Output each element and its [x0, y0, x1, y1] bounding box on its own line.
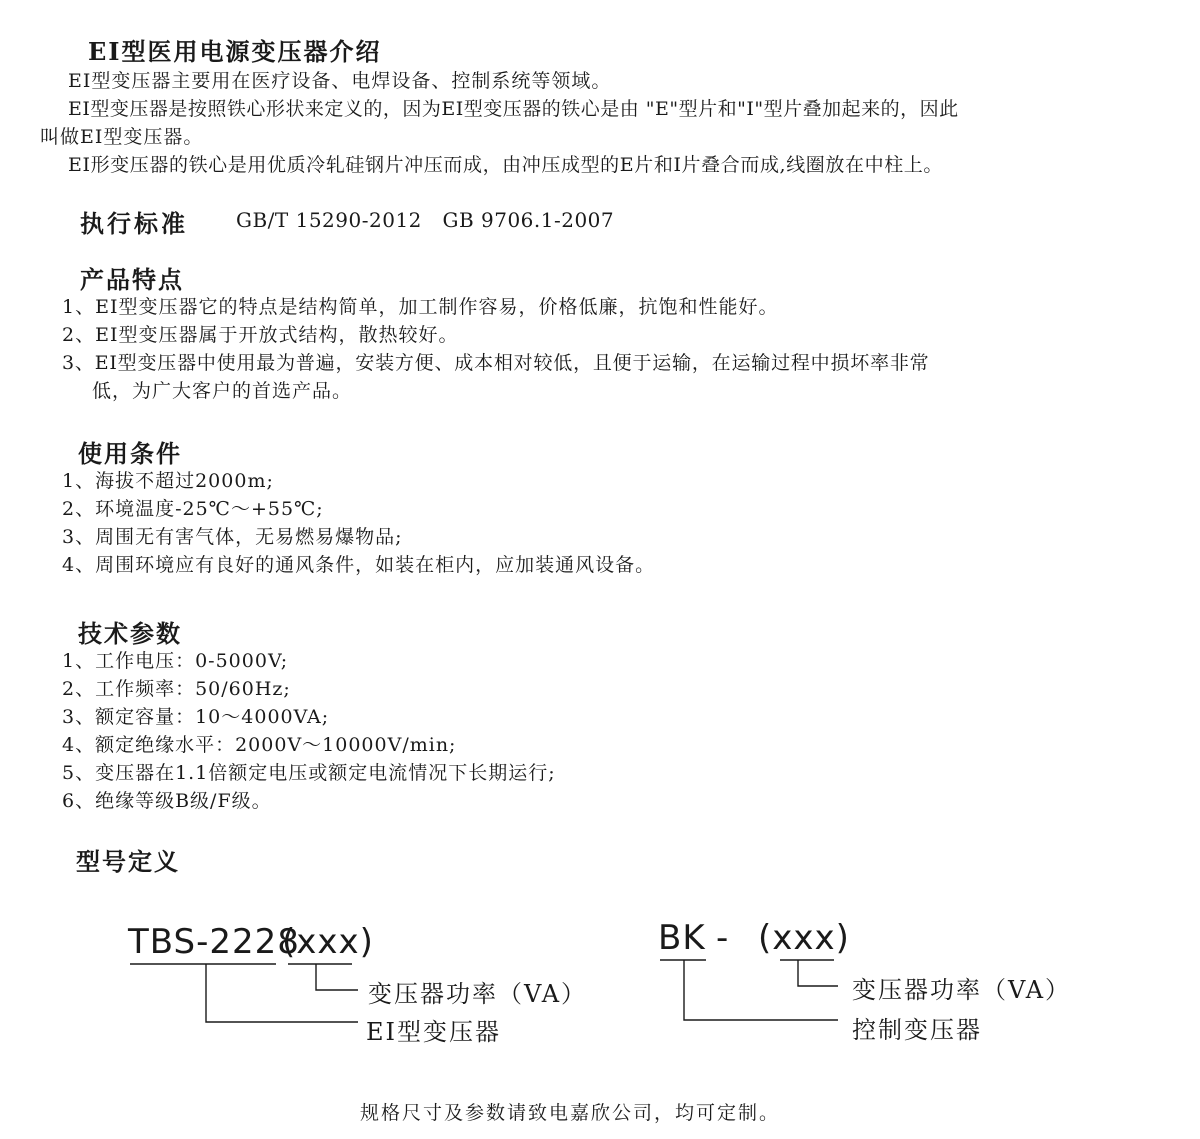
connector-left-type — [206, 964, 358, 1022]
parameter-item-4: 4、额定绝缘水平：2000V～10000V/min; — [62, 734, 457, 756]
feature-item-3: 3、EI型变压器中使用最为普遍，安装方便、成本相对较低，且便于运输，在运输过程中损坏率非常 — [62, 352, 930, 374]
condition-item-3: 3、周围无有害气体，无易燃易爆物品; — [62, 526, 403, 548]
conditions-title: 使用条件 — [78, 439, 182, 468]
parameter-item-3: 3、额定容量：10～4000VA; — [62, 706, 330, 728]
parameter-item-1: 1、工作电压：0-5000V; — [62, 650, 289, 672]
connector-right-type — [684, 960, 838, 1020]
parameter-item-2: 2、工作频率：50/60Hz; — [62, 678, 291, 700]
feature-item-1: 1、EI型变压器它的特点是结构简单，加工制作容易，价格低廉，抗饱和性能好。 — [62, 296, 779, 318]
model-code-bk-suffix: (xxx) — [758, 918, 850, 958]
condition-item-4: 4、周围环境应有良好的通风条件，如装在柜内，应加装通风设备。 — [62, 554, 656, 576]
features-title: 产品特点 — [80, 265, 184, 294]
model-left-power-label: 变压器功率（VA） — [368, 980, 588, 1008]
feature-item-2: 2、EI型变压器属于开放式结构，散热较好。 — [62, 324, 459, 346]
model-title: 型号定义 — [76, 847, 180, 876]
intro-paragraph-2-line-2: 叫做EI型变压器。 — [40, 126, 204, 148]
parameter-item-6: 6、绝缘等级B级/F级。 — [62, 790, 272, 812]
model-right-power-label: 变压器功率（VA） — [852, 976, 1072, 1004]
condition-item-2: 2、环境温度-25℃～+55℃; — [62, 498, 324, 520]
connector-right-power — [798, 960, 838, 986]
model-code-tbs: TBS-2228 — [128, 922, 300, 962]
model-left-type-label: EI型变压器 — [366, 1018, 501, 1046]
parameter-item-5: 5、变压器在1.1倍额定电压或额定电流情况下长期运行; — [62, 762, 556, 784]
intro-paragraph-2-line-1: EI型变压器是按照铁心形状来定义的，因为EI型变压器的铁心是由 "E"型片和"I"型片叠加起来的，因此 — [68, 98, 959, 120]
footer-note: 规格尺寸及参数请致电嘉欣公司，均可定制。 — [360, 1102, 781, 1124]
intro-paragraph-3: EI形变压器的铁心是用优质冷轧硅钢片冲压而成，由冲压成型的E片和I片叠合而成,线圈放在中柱上。 — [68, 154, 943, 176]
model-code-tbs-suffix: (xxx) — [282, 922, 374, 962]
intro-paragraph-1: EI型变压器主要用在医疗设备、电焊设备、控制系统等领域。 — [68, 70, 612, 92]
model-right-type-label: 控制变压器 — [852, 1016, 982, 1044]
model-code-bk: BK — [658, 918, 706, 958]
feature-item-3-continued: 低，为广大客户的首选产品。 — [92, 380, 353, 402]
model-code-bk-dash: - — [716, 918, 730, 958]
parameters-title: 技术参数 — [78, 619, 182, 648]
standard-values: GB/T 15290-2012 GB 9706.1-2007 — [236, 208, 615, 232]
standard-label: 执行标准 — [80, 209, 188, 238]
condition-item-1: 1、海拔不超过2000m; — [62, 470, 274, 492]
intro-title: EI型医用电源变压器介绍 — [88, 37, 382, 66]
connector-left-power — [316, 964, 358, 990]
